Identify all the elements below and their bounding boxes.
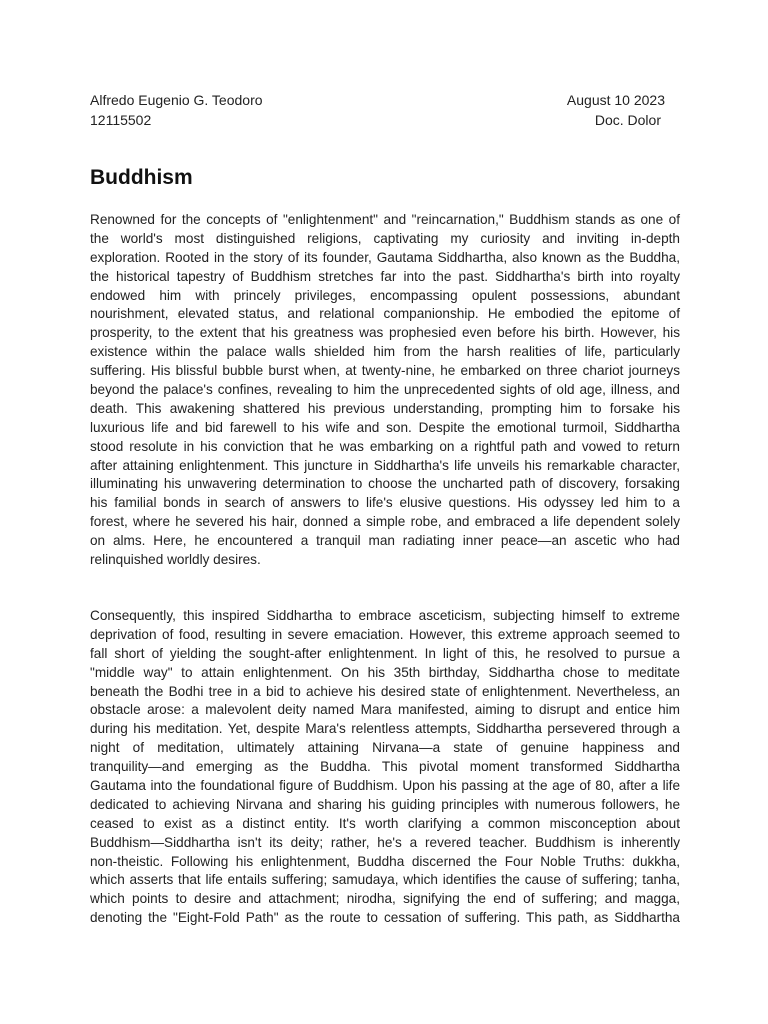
text-line: luxurious life and bid farewell to his wife and son. Despite the emotional turmoil, Siddhartha bbox=[90, 419, 680, 435]
header-left bbox=[90, 90, 263, 130]
text-line: non-theistic. Following his enlightenment, Buddha discerned the Four Noble Truths: dukkha, bbox=[90, 853, 680, 869]
text-line: suffering. His blissful bubble burst when, at twenty-nine, he embarked on three chariot journeys bbox=[90, 363, 680, 379]
student-id: 12115502 bbox=[90, 112, 152, 128]
text-line: ceased to exist as a distinct entity. It's worth clarifying a common misconception about bbox=[90, 815, 680, 831]
text-line: after attaining enlightenment. This juncture in Siddhartha's life unveils his remarkable character, bbox=[90, 457, 680, 473]
text-line: the historical tapestry of Buddhism stretches far into the past. Siddhartha's birth into royalty bbox=[90, 268, 680, 284]
recipient: Doc. Dolor bbox=[594, 112, 661, 128]
text-line: stood resolute in his conviction that he was embarking on a rightful path and vowed to return bbox=[90, 438, 680, 454]
text-line: Gautama into the foundational figure of Buddhism. Upon his passing at the age of 80, after a life bbox=[90, 778, 680, 794]
text-line: relinquished worldly desires. bbox=[90, 552, 261, 568]
text-line: tranquility—and emerging as the Buddha. This pivotal moment transformed Siddhartha bbox=[90, 759, 680, 775]
text-line: his familial bonds in search of answers to life's elusive questions. His odyssey led him to a bbox=[90, 495, 680, 511]
text-line: death. This awakening shattered his previous understanding, prompting him to forsake his bbox=[90, 400, 680, 416]
paragraph-2 bbox=[90, 607, 680, 928]
text-line: illuminating his unwavering determination to choose the uncharted path of discovery, forsaking bbox=[90, 476, 680, 492]
text-line: "middle way" to attain enlightenment. On his 35th birthday, Siddhartha chose to meditate bbox=[90, 664, 680, 680]
text-line: endowed him with princely privileges, encompassing opulent possessions, abundant bbox=[90, 287, 680, 303]
document-date: August 10 2023 bbox=[566, 92, 665, 108]
text-line: which points to desire and attachment; nirodha, signifying the end of suffering; and magga, bbox=[90, 891, 680, 907]
header-right bbox=[567, 90, 665, 130]
text-line: on alms. Here, he encountered a tranquil man radiating inner peace—an ascetic who had bbox=[90, 533, 680, 549]
text-line: Renowned for the concepts of "enlightenment" and "reincarnation," Buddhism stands as one of bbox=[90, 212, 680, 227]
text-line: fall short of yielding the sought-after enlightenment. In light of this, he resolved to pursue a bbox=[90, 645, 680, 661]
text-line: during his meditation. Yet, despite Mara's relentless attempts, Siddhartha persevered through a bbox=[90, 721, 680, 737]
text-line: obstacle arose: a malevolent deity named Mara manifested, aiming to disrupt and entice him bbox=[90, 702, 680, 718]
text-line: night of meditation, ultimately attaining Nirvana—a state of genuine happiness and bbox=[90, 740, 680, 756]
text-line: Buddhism—Siddhartha isn't its deity; rather, he's a revered teacher. Buddhism is inherently bbox=[90, 834, 680, 850]
text-line: prosperity, to the extent that his greatness was prophesied even before his birth. However, his bbox=[90, 325, 680, 341]
text-line: the world's most distinguished religions, captivating my curiosity and inviting in-depth bbox=[90, 230, 680, 246]
text-line: forest, where he severed his hair, donned a simple robe, and embraced a life dependent solely bbox=[90, 514, 680, 530]
text-line: dedicated to achieving Nirvana and sharing his guiding principles with numerous followers, he bbox=[90, 796, 680, 812]
author-name: Alfredo Eugenio G. Teodoro bbox=[90, 92, 263, 108]
text-line: denoting the "Eight-Fold Path" as the route to cessation of suffering. This path, as Siddhartha bbox=[90, 910, 680, 926]
text-line: which asserts that life entails suffering; samudaya, which identifies the cause of suffering; tanha, bbox=[90, 872, 680, 888]
text-line: nourishment, elevated status, and relational companionship. He embodied the epitome of bbox=[90, 306, 680, 322]
text-line: exploration. Rooted in the story of its founder, Gautama Siddhartha, also known as the Buddha, bbox=[90, 249, 680, 265]
document-title: Buddhism bbox=[90, 166, 193, 189]
text-line: beyond the palace's confines, revealing to him the unprecedented sights of old age, illness, and bbox=[90, 382, 680, 398]
paragraph-1 bbox=[90, 211, 680, 570]
text-line: deprivation of food, resulting in severe emaciation. However, this extreme approach seemed to bbox=[90, 626, 680, 642]
text-line: Consequently, this inspired Siddhartha to embrace asceticism, subjecting himself to extreme bbox=[90, 608, 680, 623]
text-line: beneath the Bodhi tree in a bid to achieve his desired state of enlightenment. Nevertheless, an bbox=[90, 683, 680, 699]
text-line: existence within the palace walls shielded him from the harsh realities of life, particularly bbox=[90, 344, 680, 360]
